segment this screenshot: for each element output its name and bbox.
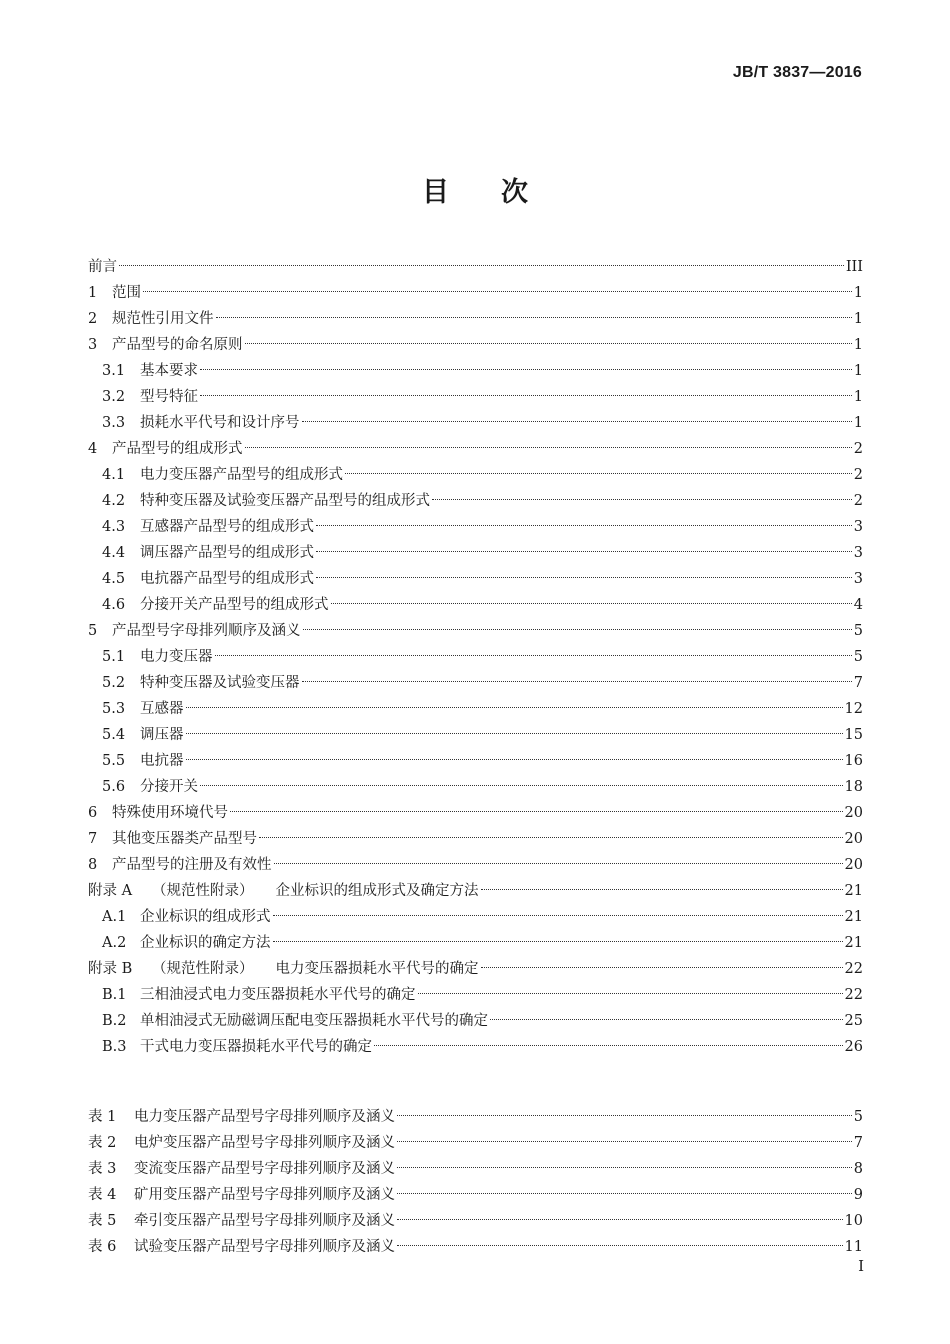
- leader-dots: [143, 291, 852, 292]
- table-title: 牵引变压器产品型号字母排列顺序及涵义: [134, 1213, 395, 1229]
- toc-entry-page: 22: [844, 961, 863, 977]
- toc-entry-heading: [88, 852, 272, 878]
- toc-entry[interactable]: [88, 696, 863, 722]
- toc-entry-title: 损耗水平代号和设计序号: [140, 415, 300, 431]
- toc-entry-title: 范围: [112, 285, 141, 301]
- toc-entry-title: 分接开关: [140, 779, 198, 795]
- leader-dots: [186, 733, 843, 734]
- toc-entry-number: 3: [88, 337, 98, 353]
- toc-entry[interactable]: [88, 436, 863, 462]
- table-title: 变流变压器产品型号字母排列顺序及涵义: [134, 1161, 395, 1177]
- leader-dots: [374, 1045, 843, 1046]
- table-title: 矿用变压器产品型号字母排列顺序及涵义: [134, 1187, 395, 1203]
- toc-entry[interactable]: [88, 904, 863, 930]
- toc-entry[interactable]: [88, 254, 863, 280]
- toc-entry[interactable]: [88, 592, 863, 618]
- table-page: 8: [853, 1161, 863, 1177]
- toc-entry-number: 2: [88, 311, 98, 327]
- toc-entry-title: 三相油浸式电力变压器损耗水平代号的确定: [140, 987, 416, 1003]
- toc-entry-heading: [88, 306, 214, 332]
- leader-dots: [316, 551, 852, 552]
- toc-entry-heading: [88, 904, 271, 930]
- toc-entry-page: 1: [853, 311, 863, 327]
- toc-entry-number: 4: [88, 441, 98, 457]
- toc-entry-page: 3: [853, 571, 863, 587]
- leader-dots: [397, 1141, 852, 1142]
- toc-entry[interactable]: [88, 878, 863, 904]
- toc-entry-heading: [88, 280, 141, 306]
- toc-entry-heading: [88, 878, 479, 904]
- toc-entry-number: 5.4: [102, 727, 126, 743]
- toc-entry-heading: [88, 930, 271, 956]
- toc-entry[interactable]: [88, 332, 863, 358]
- toc-entry-heading: [88, 358, 198, 384]
- toc-entry-number: 5.1: [102, 649, 126, 665]
- toc-entry-page: 2: [853, 493, 863, 509]
- toc-entry-title: 干式电力变压器损耗水平代号的确定: [140, 1039, 372, 1055]
- toc-entry[interactable]: [88, 358, 863, 384]
- toc-entry-heading: [88, 462, 343, 488]
- table-page: 7: [853, 1135, 863, 1151]
- leader-dots: [200, 395, 852, 396]
- leader-dots: [418, 993, 843, 994]
- leader-dots: [302, 421, 852, 422]
- toc-entry-title: 分接开关产品型号的组成形式: [140, 597, 329, 613]
- leader-dots: [186, 759, 843, 760]
- leader-dots: [331, 603, 852, 604]
- leader-dots: [273, 941, 843, 942]
- toc-entry-category: （规范性附录）: [152, 883, 254, 899]
- toc-entry-title: 特殊使用环境代号: [112, 805, 228, 821]
- toc-entry-category: （规范性附录）: [152, 961, 254, 977]
- toc-entry-heading: [88, 670, 300, 696]
- toc-entry-page: 3: [853, 545, 863, 561]
- toc-entry-page: 1: [853, 415, 863, 431]
- toc-entry-heading: [88, 1034, 372, 1060]
- table-page: 11: [844, 1239, 863, 1255]
- leader-dots: [259, 837, 843, 838]
- table-list-entry[interactable]: [88, 1208, 863, 1234]
- toc-entry-page: 16: [844, 753, 863, 769]
- table-of-contents: [88, 254, 863, 1060]
- toc-entry-number: 5.3: [102, 701, 126, 717]
- toc-entry-title: 互感器: [140, 701, 184, 717]
- toc-entry-heading: [88, 410, 300, 436]
- table-list-heading: [88, 1234, 395, 1260]
- toc-entry-page: 5: [853, 623, 863, 639]
- toc-entry-title: 电抗器: [140, 753, 184, 769]
- table-list-entry[interactable]: [88, 1234, 863, 1260]
- table-number: 表 2: [88, 1135, 117, 1151]
- leader-dots: [200, 785, 843, 786]
- table-title: 电力变压器产品型号字母排列顺序及涵义: [134, 1109, 395, 1125]
- toc-entry-title: 规范性引用文件: [112, 311, 214, 327]
- toc-entry[interactable]: [88, 722, 863, 748]
- toc-entry[interactable]: [88, 566, 863, 592]
- toc-entry-number: 8: [88, 857, 98, 873]
- toc-entry-page: 15: [844, 727, 863, 743]
- toc-entry-title: 电抗器产品型号的组成形式: [140, 571, 314, 587]
- toc-entry-title: 前言: [88, 259, 117, 275]
- toc-entry[interactable]: [88, 618, 863, 644]
- table-list-heading: [88, 1130, 395, 1156]
- leader-dots: [316, 577, 852, 578]
- toc-entry-heading: [88, 722, 184, 748]
- toc-entry-number: 附录 A: [88, 883, 133, 899]
- toc-entry-heading: [88, 384, 198, 410]
- table-list-entry[interactable]: [88, 1104, 863, 1130]
- leader-dots: [397, 1115, 852, 1116]
- toc-entry-number: 5.2: [102, 675, 126, 691]
- toc-entry[interactable]: [88, 384, 863, 410]
- leader-dots: [273, 915, 843, 916]
- toc-entry-heading: [88, 956, 479, 982]
- toc-entry-page: 21: [844, 909, 863, 925]
- toc-entry-heading: [88, 644, 213, 670]
- toc-entry-page: III: [845, 259, 863, 275]
- toc-entry-number: B.1: [102, 987, 127, 1003]
- leader-dots: [316, 525, 852, 526]
- toc-entry-page: 20: [844, 831, 863, 847]
- table-list-entry[interactable]: [88, 1156, 863, 1182]
- toc-entry[interactable]: [88, 748, 863, 774]
- leader-dots: [230, 811, 843, 812]
- toc-entry-title: 电力变压器产品型号的组成形式: [140, 467, 343, 483]
- toc-entry-title: 电力变压器: [140, 649, 213, 665]
- toc-entry-number: B.2: [102, 1013, 127, 1029]
- table-list-heading: [88, 1156, 395, 1182]
- table-list-heading: [88, 1182, 395, 1208]
- toc-entry-number: 5: [88, 623, 98, 639]
- toc-entry-heading: [88, 800, 228, 826]
- toc-entry-title: 企业标识的组成形式: [140, 909, 271, 925]
- toc-entry-title: 调压器: [140, 727, 184, 743]
- leader-dots: [119, 265, 844, 266]
- table-page: 5: [853, 1109, 863, 1125]
- toc-entry[interactable]: [88, 956, 863, 982]
- toc-entry-number: 7: [88, 831, 98, 847]
- leader-dots: [397, 1193, 852, 1194]
- toc-entry-number: 3.2: [102, 389, 126, 405]
- toc-entry-heading: [88, 982, 416, 1008]
- leader-dots: [186, 707, 843, 708]
- leader-dots: [481, 889, 843, 890]
- leader-dots: [245, 343, 852, 344]
- toc-entry-title: 产品型号的组成形式: [112, 441, 243, 457]
- table-list-heading: [88, 1208, 395, 1234]
- leader-dots: [215, 655, 852, 656]
- toc-entry-number: 3.3: [102, 415, 126, 431]
- toc-entry-number: 4.3: [102, 519, 126, 535]
- toc-entry-page: 1: [853, 363, 863, 379]
- page-title: [0, 170, 950, 209]
- toc-entry-number: 4.5: [102, 571, 126, 587]
- toc-entry-page: 18: [844, 779, 863, 795]
- toc-entry-number: 6: [88, 805, 98, 821]
- toc-entry-number: 4.2: [102, 493, 126, 509]
- table-list-heading: [88, 1104, 395, 1130]
- table-list-entry[interactable]: [88, 1130, 863, 1156]
- toc-entry[interactable]: [88, 1008, 863, 1034]
- toc-entry-title: 基本要求: [140, 363, 198, 379]
- toc-entry-title: 产品型号的命名原则: [112, 337, 243, 353]
- toc-entry[interactable]: [88, 1034, 863, 1060]
- toc-entry-page: 20: [844, 857, 863, 873]
- toc-entry[interactable]: [88, 514, 863, 540]
- toc-entry-page: 21: [844, 883, 863, 899]
- toc-entry-title: 企业标识的组成形式及确定方法: [275, 883, 479, 899]
- leader-dots: [397, 1219, 843, 1220]
- table-number: 表 4: [88, 1187, 117, 1203]
- toc-entry-number: 附录 B: [88, 961, 133, 977]
- toc-entry-page: 21: [844, 935, 863, 951]
- toc-entry-page: 7: [853, 675, 863, 691]
- standard-code: JB/T 3837—2016: [732, 64, 862, 81]
- toc-entry-page: 1: [853, 285, 863, 301]
- toc-entry-title: 调压器产品型号的组成形式: [140, 545, 314, 561]
- toc-entry-title: 企业标识的确定方法: [140, 935, 271, 951]
- leader-dots: [397, 1167, 852, 1168]
- toc-entry[interactable]: [88, 410, 863, 436]
- toc-entry-page: 26: [844, 1039, 863, 1055]
- toc-entry-number: B.3: [102, 1039, 127, 1055]
- toc-entry-page: 2: [853, 441, 863, 457]
- toc-entry-number: 5.5: [102, 753, 126, 769]
- toc-entry-heading: [88, 566, 314, 592]
- list-of-tables: [88, 1104, 863, 1260]
- leader-dots: [397, 1245, 843, 1246]
- toc-entry-page: 1: [853, 337, 863, 353]
- leader-dots: [274, 863, 843, 864]
- toc-entry-heading: [88, 592, 329, 618]
- toc-entry-page: 12: [844, 701, 863, 717]
- toc-entry-number: A.2: [102, 935, 127, 951]
- toc-entry-page: 3: [853, 519, 863, 535]
- toc-entry-heading: [88, 332, 243, 358]
- toc-entry[interactable]: [88, 982, 863, 1008]
- table-number: 表 5: [88, 1213, 117, 1229]
- toc-entry-title: 产品型号的注册及有效性: [112, 857, 272, 873]
- toc-entry-title: 其他变压器类产品型号: [112, 831, 257, 847]
- page-folio: I: [858, 1257, 864, 1275]
- leader-dots: [245, 447, 852, 448]
- leader-dots: [302, 681, 852, 682]
- toc-entry-heading: [88, 826, 257, 852]
- toc-entry-number: 4.4: [102, 545, 126, 561]
- toc-entry-title: 单相油浸式无励磁调压配电变压器损耗水平代号的确定: [140, 1013, 488, 1029]
- toc-entry-title: 特种变压器及试验变压器产品型号的组成形式: [140, 493, 430, 509]
- leader-dots: [216, 317, 852, 318]
- toc-entry-number: 1: [88, 285, 98, 301]
- toc-entry[interactable]: [88, 280, 863, 306]
- toc-entry[interactable]: [88, 488, 863, 514]
- toc-entry-heading: [88, 254, 117, 280]
- table-number: 表 6: [88, 1239, 117, 1255]
- toc-entry-page: 2: [853, 467, 863, 483]
- toc-entry-page: 20: [844, 805, 863, 821]
- table-page: 10: [844, 1213, 863, 1229]
- toc-entry[interactable]: [88, 852, 863, 878]
- table-title: 电炉变压器产品型号字母排列顺序及涵义: [134, 1135, 395, 1151]
- table-page: 9: [853, 1187, 863, 1203]
- toc-entry-heading: [88, 540, 314, 566]
- leader-dots: [345, 473, 852, 474]
- toc-entry-heading: [88, 748, 184, 774]
- toc-entry-number: 5.6: [102, 779, 126, 795]
- toc-entry-page: 25: [844, 1013, 863, 1029]
- toc-entry[interactable]: [88, 800, 863, 826]
- toc-entry-number: 4.6: [102, 597, 126, 613]
- toc-entry[interactable]: [88, 540, 863, 566]
- toc-entry[interactable]: [88, 306, 863, 332]
- toc-entry-heading: [88, 488, 430, 514]
- toc-entry-page: 4: [853, 597, 863, 613]
- toc-entry-title: 产品型号字母排列顺序及涵义: [112, 623, 301, 639]
- leader-dots: [490, 1019, 843, 1020]
- toc-entry-title: 特种变压器及试验变压器: [140, 675, 300, 691]
- leader-dots: [432, 499, 852, 500]
- table-number: 表 3: [88, 1161, 117, 1177]
- leader-dots: [303, 629, 852, 630]
- table-number: 表 1: [88, 1109, 117, 1125]
- toc-entry-title: 电力变压器损耗水平代号的确定: [275, 961, 479, 977]
- toc-entry[interactable]: [88, 462, 863, 488]
- toc-entry-number: 4.1: [102, 467, 126, 483]
- table-title: 试验变压器产品型号字母排列顺序及涵义: [134, 1239, 395, 1255]
- toc-entry[interactable]: [88, 644, 863, 670]
- toc-entry-heading: [88, 436, 243, 462]
- toc-entry[interactable]: [88, 670, 863, 696]
- toc-entry-heading: [88, 774, 198, 800]
- leader-dots: [481, 967, 843, 968]
- toc-entry-page: 22: [844, 987, 863, 1003]
- toc-entry[interactable]: [88, 774, 863, 800]
- toc-entry-page: 1: [853, 389, 863, 405]
- toc-entry-title: 型号特征: [140, 389, 198, 405]
- leader-dots: [200, 369, 852, 370]
- title-char-1: 目: [422, 177, 449, 208]
- toc-entry-number: 3.1: [102, 363, 126, 379]
- toc-entry-page: 5: [853, 649, 863, 665]
- toc-entry[interactable]: [88, 826, 863, 852]
- table-list-entry[interactable]: [88, 1182, 863, 1208]
- toc-entry-number: A.1: [102, 909, 127, 925]
- toc-entry[interactable]: [88, 930, 863, 956]
- toc-entry-title: 互感器产品型号的组成形式: [140, 519, 314, 535]
- toc-entry-heading: [88, 696, 184, 722]
- toc-entry-heading: [88, 618, 301, 644]
- toc-entry-heading: [88, 1008, 488, 1034]
- title-char-2: 次: [501, 177, 528, 208]
- toc-entry-heading: [88, 514, 314, 540]
